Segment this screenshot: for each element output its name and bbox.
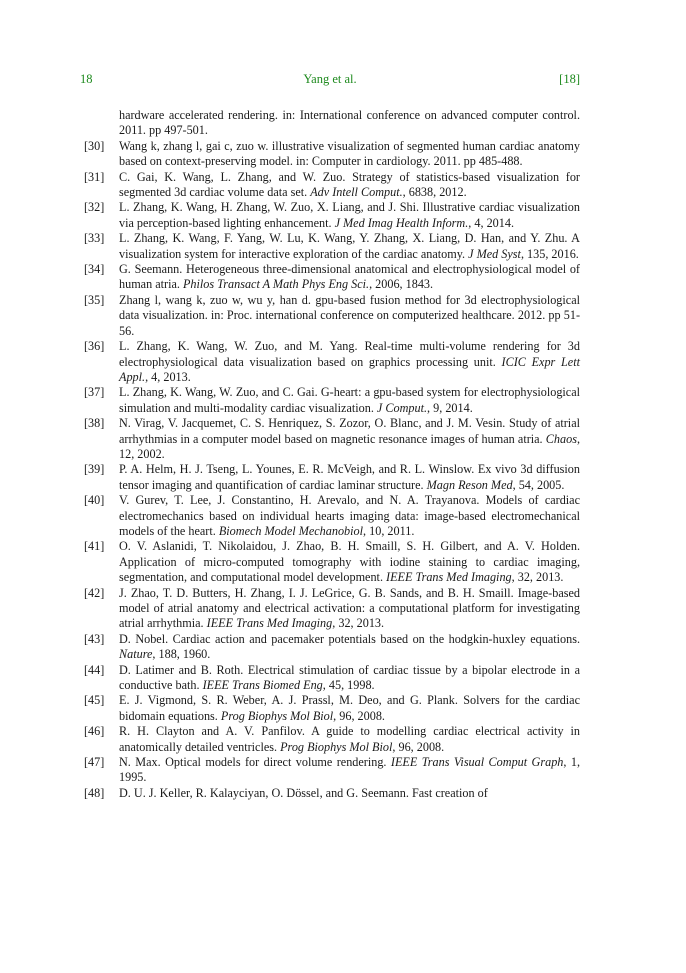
reference-journal: IEEE Trans Visual Comput Graph xyxy=(390,755,564,770)
reference-body: V. Gurev, T. Lee, J. Constantino, H. Arevalo, and N. A. Trayanova. Models of cardiac electromechanics based on individual hearts imaging data: image-based electromechanical models of the heart. xyxy=(119,493,580,538)
reference-text xyxy=(119,139,580,170)
reference-item xyxy=(80,231,580,262)
reference-body: D. Latimer and B. Roth. Electrical stimulation of cardiac tissue by a bipolar electrode in a conductive bath. xyxy=(119,662,580,693)
reference-item xyxy=(80,139,580,170)
reference-item xyxy=(80,632,580,663)
reference-volume-year: , 135, 2016. xyxy=(520,246,579,261)
reference-journal: Philos Transact A Math Phys Eng Sci. xyxy=(182,277,370,292)
reference-text xyxy=(119,339,580,385)
reference-journal: Adv Intell Comput. xyxy=(310,185,403,200)
reference-text xyxy=(119,262,580,293)
reference-volume-year: , 6838, 2012. xyxy=(402,185,467,200)
reference-continuation: hardware accelerated rendering. in: International conference on advanced computer control. 2011. pp 497-501. xyxy=(119,108,580,138)
reference-journal: Magn Reson Med xyxy=(426,477,513,492)
reference-volume-year: , 96, 2008. xyxy=(333,708,385,723)
reference-body: O. V. Aslanidi, T. Nikolaidou, J. Zhao, B. H. Smaill, S. H. Gilbert, and A. V. Holden. Application of micro-computed tomography with iodine staining to cardiac imaging, segmentation, and computational model development. xyxy=(119,539,580,585)
reference-item xyxy=(80,693,580,724)
reference-journal: J Comput. xyxy=(376,400,428,415)
reference-body: R. H. Clayton and A. V. Panfilov. A guide to modelling cardiac electrical activity in anatomically detailed ventricles. xyxy=(119,724,580,754)
reference-journal: IEEE Trans Med Imaging xyxy=(386,570,512,585)
reference-journal: Prog Biophys Mol Biol xyxy=(220,708,334,723)
reference-item xyxy=(80,293,580,339)
reference-label: [39] xyxy=(84,462,105,477)
running-authors: Yang et al. xyxy=(303,72,357,86)
reference-list xyxy=(80,108,580,801)
reference-label: [48] xyxy=(84,785,105,800)
reference-item xyxy=(80,462,580,493)
reference-volume-year: , 96, 2008. xyxy=(392,739,445,754)
reference-body: J. Zhao, T. D. Butters, H. Zhang, I. J. LeGrice, G. B. Sands, and B. H. Smaill. Image-based model of atrial anatomy and electrical activation: a computational platform for investigating atrial arrhythmia. xyxy=(119,585,580,631)
reference-label: [42] xyxy=(84,585,105,600)
reference-volume-year: , 12, 2002. xyxy=(119,431,580,461)
reference-text xyxy=(119,462,580,493)
reference-text xyxy=(119,493,580,539)
reference-body: L. Zhang, K. Wang, W. Zuo, and M. Yang. Real-time multi-volume rendering for 3d electrophysiological data visualization based on graphics processing unit. xyxy=(119,339,580,369)
reference-volume-year: , 10, 2011. xyxy=(363,523,415,538)
reference-text xyxy=(119,385,580,416)
reference-item xyxy=(80,724,580,755)
reference-body: E. J. Vigmond, S. R. Weber, A. J. Prassl, M. Deo, and G. Plank. Solvers for the cardiac bidomain equations. xyxy=(119,693,580,723)
reference-journal: Prog Biophys Mol Biol xyxy=(280,739,393,754)
reference-body: N. Max. Optical models for direct volume rendering. xyxy=(119,755,391,770)
reference-item xyxy=(80,786,580,801)
reference-item xyxy=(80,416,580,462)
reference-body: D. Nobel. Cardiac action and pacemaker potentials based on the hodgkin-huxley equations. xyxy=(119,631,580,646)
reference-volume-year: , 2006, 1843. xyxy=(369,277,434,292)
header-ref-tag: [18] xyxy=(559,72,580,86)
reference-text xyxy=(119,724,580,755)
reference-journal: J Med Imag Health Inform. xyxy=(334,215,469,230)
reference-volume-year: , 188, 1960. xyxy=(152,647,211,662)
reference-volume-year: , 4, 2014. xyxy=(468,215,514,230)
reference-body: N. Virag, V. Jacquemet, C. S. Henriquez, S. Zozor, O. Blanc, and J. M. Vesin. Study of atrial arrhythmias in a computer model based on magnetic resonance images of human atria. xyxy=(119,416,580,446)
reference-item xyxy=(80,385,580,416)
reference-volume-year: , 4, 2013. xyxy=(145,369,191,384)
reference-text xyxy=(119,539,580,585)
reference-text xyxy=(119,293,580,339)
reference-body: P. A. Helm, H. J. Tseng, L. Younes, E. R. McVeigh, and R. L. Winslow. Ex vivo 3d diffusion tensor imaging and quantification of cardiac laminar structure. xyxy=(119,462,580,492)
reference-label: [45] xyxy=(84,693,105,708)
reference-body: L. Zhang, K. Wang, W. Zuo, and C. Gai. G-heart: a gpu-based system for electrophysiological simulation and multi-modality cardiac visualization. xyxy=(119,385,580,415)
reference-volume-year: , 9, 2014. xyxy=(427,400,473,415)
reference-journal: Biomech Model Mechanobiol xyxy=(218,523,364,538)
reference-label: [30] xyxy=(84,138,105,153)
reference-label: [38] xyxy=(84,416,105,431)
reference-text xyxy=(119,170,580,201)
running-header xyxy=(80,72,580,90)
reference-label: [44] xyxy=(84,662,105,677)
reference-label: [43] xyxy=(84,631,105,646)
reference-label: [32] xyxy=(84,200,105,215)
reference-volume-year: , 1, 1995. xyxy=(119,755,580,785)
reference-label: [40] xyxy=(84,493,105,508)
reference-journal: IEEE Trans Biomed Eng xyxy=(202,678,323,693)
reference-item xyxy=(80,586,580,632)
reference-volume-year: , 32, 2013. xyxy=(511,570,564,585)
reference-volume-year: , 54, 2005. xyxy=(512,477,565,492)
reference-journal: IEEE Trans Med Imaging xyxy=(206,616,333,631)
reference-body: C. Gai, K. Wang, L. Zhang, and W. Zuo. Strategy of statistics-based visualization for segmented 3d cardiac volume data set. xyxy=(119,169,580,200)
reference-label: [34] xyxy=(84,262,105,277)
reference-label: [36] xyxy=(84,339,105,354)
reference-label: [47] xyxy=(84,755,105,770)
reference-text xyxy=(119,693,580,724)
reference-body: L. Zhang, K. Wang, F. Yang, W. Lu, K. Wang, Y. Zhang, X. Liang, D. Han, and Y. Zhu. A visualization system for interactive exploration of the cardiac anatomy. xyxy=(119,231,580,261)
reference-item xyxy=(80,262,580,293)
reference-text xyxy=(119,231,580,262)
reference-body: D. U. J. Keller, R. Kalayciyan, O. Dössel, and G. Seemann. Fast creation of xyxy=(119,785,488,800)
reference-label: [41] xyxy=(84,539,105,554)
reference-volume-year: , 32, 2013. xyxy=(332,616,385,631)
reference-body: L. Zhang, K. Wang, H. Zhang, W. Zuo, X. Liang, and J. Shi. Illustrative cardiac visualization via perception-based lighting enhancement. xyxy=(119,200,580,230)
reference-volume-year: , 45, 1998. xyxy=(322,678,375,693)
reference-label: [35] xyxy=(84,292,105,307)
reference-journal: ICIC Expr Lett Appl. xyxy=(119,354,580,384)
reference-item xyxy=(80,663,580,694)
reference-item xyxy=(80,755,580,786)
reference-label: [33] xyxy=(84,231,105,246)
reference-item xyxy=(80,339,580,385)
reference-text xyxy=(119,586,580,632)
page-number: 18 xyxy=(80,72,93,86)
reference-body: Wang k, zhang l, gai c, zuo w. illustrative visualization of segmented human cardiac anatomy based on context-preserving model. in: Computer in cardiology. 2011. pp 485-488. xyxy=(119,138,580,169)
reference-item xyxy=(80,170,580,201)
reference-text xyxy=(119,632,580,663)
reference-text xyxy=(119,663,580,694)
reference-body: Zhang l, wang k, zuo w, wu y, han d. gpu-based fusion method for 3d electrophysiological data visualization. in: Proc. international conference on computerized healthcare. 2012. pp 51-56. xyxy=(119,292,580,338)
reference-item xyxy=(80,493,580,539)
reference-journal: J Med Syst xyxy=(468,246,521,261)
reference-label: [31] xyxy=(84,169,105,184)
reference-item xyxy=(80,200,580,231)
reference-label: [46] xyxy=(84,724,105,739)
reference-text xyxy=(119,755,580,786)
reference-item xyxy=(80,539,580,585)
reference-journal: Chaos xyxy=(545,431,577,446)
reference-journal: Nature xyxy=(119,647,153,662)
reference-text xyxy=(119,786,580,801)
reference-text xyxy=(119,200,580,231)
reference-body: G. Seemann. Heterogeneous three-dimensional anatomical and electrophysiological model of human atria. xyxy=(119,262,580,292)
reference-text xyxy=(119,416,580,462)
reference-label: [37] xyxy=(84,385,105,400)
